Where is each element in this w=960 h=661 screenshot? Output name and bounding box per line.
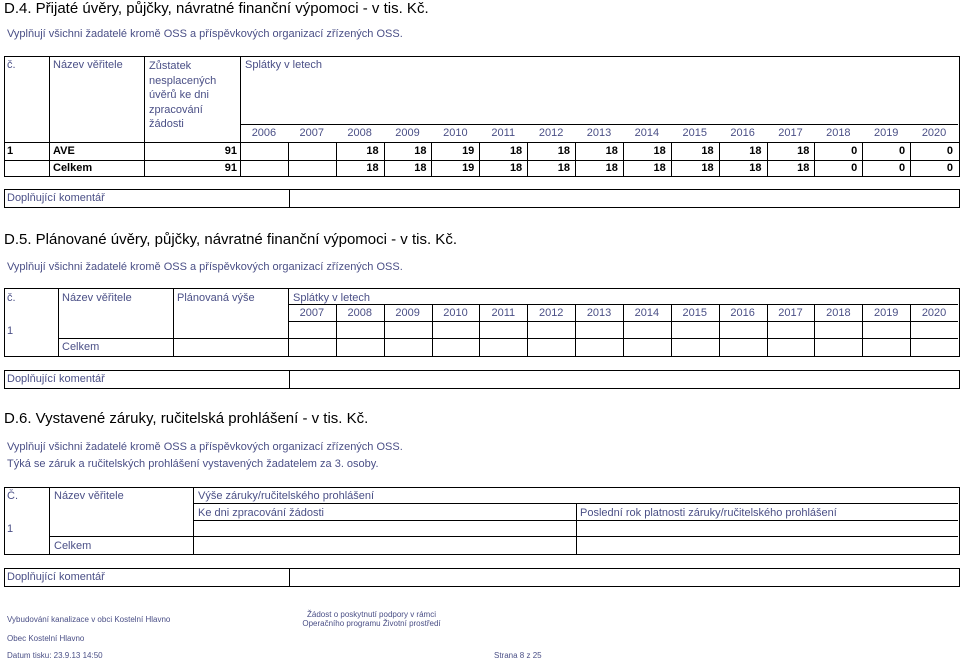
- d4-row-value: 0: [899, 145, 906, 157]
- d5-col-line: [671, 305, 672, 356]
- d4-row-name: AVE: [53, 145, 75, 157]
- d5-col-planned: Plánovaná výše: [177, 292, 255, 304]
- d5-comment-box: [4, 370, 960, 389]
- d4-row-balance: 91: [224, 145, 237, 157]
- footer-request-line1: Žádost o poskytnutí podpory v rámci: [307, 610, 436, 619]
- d4-row-value: 18: [749, 145, 762, 157]
- d4-row-value: 18: [366, 145, 379, 157]
- d5-col-line: [336, 305, 337, 356]
- d4-row-value: 19: [462, 145, 475, 157]
- d4-year-2018: 2018: [826, 127, 851, 139]
- d4-year-2020: 2020: [921, 127, 947, 139]
- d5-col-line: [814, 305, 815, 356]
- d4-rows: [0, 0, 960, 200]
- d4-row-balance: 91: [224, 162, 237, 174]
- d4-row-value: 18: [557, 162, 571, 174]
- d5-year-2020: 2020: [921, 307, 947, 319]
- d6-comment-label: Doplňující komentář: [7, 571, 105, 583]
- d6-line: [49, 536, 958, 537]
- footer-applicant: Obec Kostelní Hlavno: [7, 634, 85, 643]
- d6-note2: Týká se záruk a ručitelských prohlášení vystavených žadatelem za 3. osoby.: [7, 458, 379, 470]
- d5-year-2007: 2007: [299, 307, 325, 319]
- d4-col-balance: Zůstatek nesplacených úvěrů ke dni zpracování žádosti: [149, 60, 217, 130]
- d5-row-no: 1: [7, 325, 14, 337]
- d6-divider: [49, 487, 50, 555]
- d6-line: [193, 520, 958, 521]
- d5-year-2015: 2015: [682, 307, 707, 319]
- d5-col-repay: Splátky v letech: [293, 292, 371, 304]
- d4-row-value: 18: [653, 162, 666, 174]
- d6-total-label: Celkem: [54, 540, 92, 552]
- d5-year-2019: 2019: [873, 307, 899, 319]
- d4-row-value: 18: [653, 145, 666, 157]
- d4-year-2019: 2019: [873, 127, 899, 139]
- d4-note: Vyplňují všichni žadatelé kromě OSS a příspěvkových organizací zřízených OSS.: [7, 28, 403, 40]
- d4-comment-divider: [289, 189, 290, 208]
- d4-row-value: 18: [605, 145, 618, 157]
- d5-col-line: [575, 305, 576, 356]
- d4-year-2013: 2013: [586, 127, 612, 139]
- d4-year-2016: 2016: [730, 127, 755, 139]
- d5-col-no: č.: [7, 292, 16, 304]
- d5-title: D.5. Plánované úvěry, půjčky, návratné finanční výpomoci - v tis. Kč.: [4, 231, 457, 248]
- d4-row-value: 0: [851, 145, 858, 157]
- d4-row-value: 18: [605, 162, 618, 174]
- d4-year-2017: 2017: [778, 127, 803, 139]
- d4-year-2011: 2011: [491, 127, 516, 139]
- d5-col-line: [479, 305, 480, 356]
- d6-comment-box: [4, 568, 960, 587]
- d4-row-value: 0: [946, 145, 953, 157]
- d6-line: [193, 503, 958, 504]
- d5-col-line: [719, 305, 720, 356]
- d4-row-value: 0: [851, 162, 858, 174]
- d5-year-2008: 2008: [347, 307, 372, 319]
- d4-row-value: 18: [557, 145, 571, 157]
- d4-year-2015: 2015: [682, 127, 707, 139]
- d4-year-2014: 2014: [634, 127, 660, 139]
- d6-title: D.6. Vystavené záruky, ručitelská prohlášení - v tis. Kč.: [4, 410, 369, 427]
- d4-comment-box: [4, 189, 960, 208]
- d6-col-name: Název věřitele: [54, 490, 124, 502]
- d4-row-value: 18: [414, 162, 427, 174]
- d5-col-line: [910, 305, 911, 356]
- d4-col-name: Název věřitele: [53, 59, 123, 71]
- d4-row-value: 19: [462, 162, 475, 174]
- d5-col-line: [623, 305, 624, 356]
- d5-comment-label: Doplňující komentář: [7, 373, 105, 385]
- d5-year-2012: 2012: [538, 307, 564, 319]
- d4-year-2008: 2008: [347, 127, 372, 139]
- footer-printed: Datum tisku: 23.9.13 14:50: [7, 651, 103, 660]
- d4-col-line: [288, 142, 289, 177]
- d5-col-name: Název věřitele: [62, 292, 132, 304]
- d6-divider: [576, 503, 577, 555]
- d5-note: Vyplňují všichni žadatelé kromě OSS a příspěvkových organizací zřízených OSS.: [7, 261, 403, 273]
- d4-row-value: 18: [701, 145, 714, 157]
- d5-col-line: [527, 305, 528, 356]
- d4-row-value: 0: [899, 162, 906, 174]
- d4-col-repay: Splátky v letech: [245, 59, 323, 71]
- d4-row-value: 18: [414, 145, 427, 157]
- d5-total-label: Celkem: [62, 341, 100, 353]
- d4-row-value: 18: [701, 162, 714, 174]
- d5-years-row: [288, 305, 958, 355]
- footer-project: Vybudování kanalizace v obci Kostelní Hlavno: [7, 615, 171, 624]
- d6-col-no: Č.: [7, 490, 18, 502]
- d6-row-no: 1: [7, 523, 14, 535]
- d5-divider: [58, 288, 59, 357]
- d5-year-2013: 2013: [586, 307, 612, 319]
- d4-row-value: 18: [797, 145, 810, 157]
- d6-divider: [193, 487, 194, 555]
- d4-col-no: č.: [7, 59, 16, 71]
- d4-year-2012: 2012: [538, 127, 564, 139]
- d5-divider: [173, 288, 174, 357]
- d5-year-2009: 2009: [395, 307, 420, 319]
- d4-row-value: 18: [749, 162, 762, 174]
- d4-row-name: Celkem: [53, 162, 93, 174]
- d5-year-2011: 2011: [491, 307, 516, 319]
- d6-comment-divider: [289, 568, 290, 587]
- d4-year-2007: 2007: [299, 127, 325, 139]
- d6-col-last-year: Poslední rok platnosti záruky/ručitelského prohlášení: [580, 507, 837, 519]
- d4-comment-label: Doplňující komentář: [7, 192, 105, 204]
- d5-col-line: [767, 305, 768, 356]
- d6-col-date: Ke dni zpracování žádosti: [198, 507, 324, 519]
- d6-note1: Vyplňují všichni žadatelé kromě OSS a příspěvkových organizací zřízených OSS.: [7, 441, 403, 453]
- d4-row-value: 0: [946, 162, 953, 174]
- d4-row-value: 18: [509, 145, 523, 157]
- d4-year-2006: 2006: [251, 127, 277, 139]
- d4-row-value: 18: [366, 162, 379, 174]
- d5-comment-divider: [289, 370, 290, 389]
- d6-col-amount: Výše záruky/ručitelského prohlášení: [198, 490, 375, 502]
- d5-year-2016: 2016: [730, 307, 755, 319]
- d5-col-line: [384, 305, 385, 356]
- d4-title: D.4. Přijaté úvěry, půjčky, návratné finanční výpomoci - v tis. Kč.: [4, 0, 429, 17]
- footer-page: Strana 8 z 25: [494, 651, 542, 660]
- d4-row-value: 18: [509, 162, 523, 174]
- d5-year-2014: 2014: [634, 307, 660, 319]
- d4-year-2009: 2009: [395, 127, 420, 139]
- footer-request-line2: Operačního programu Životní prostředí: [302, 619, 441, 628]
- d5-col-line: [432, 305, 433, 356]
- d5-year-2018: 2018: [826, 307, 851, 319]
- d4-year-2010: 2010: [443, 127, 468, 139]
- d5-year-2010: 2010: [443, 307, 468, 319]
- d5-year-2017: 2017: [778, 307, 803, 319]
- d6-table-frame: [4, 487, 960, 555]
- d4-row-no: 1: [7, 145, 14, 157]
- d4-row-value: 18: [797, 162, 810, 174]
- footer-request: [289, 610, 454, 628]
- d5-col-line: [862, 305, 863, 356]
